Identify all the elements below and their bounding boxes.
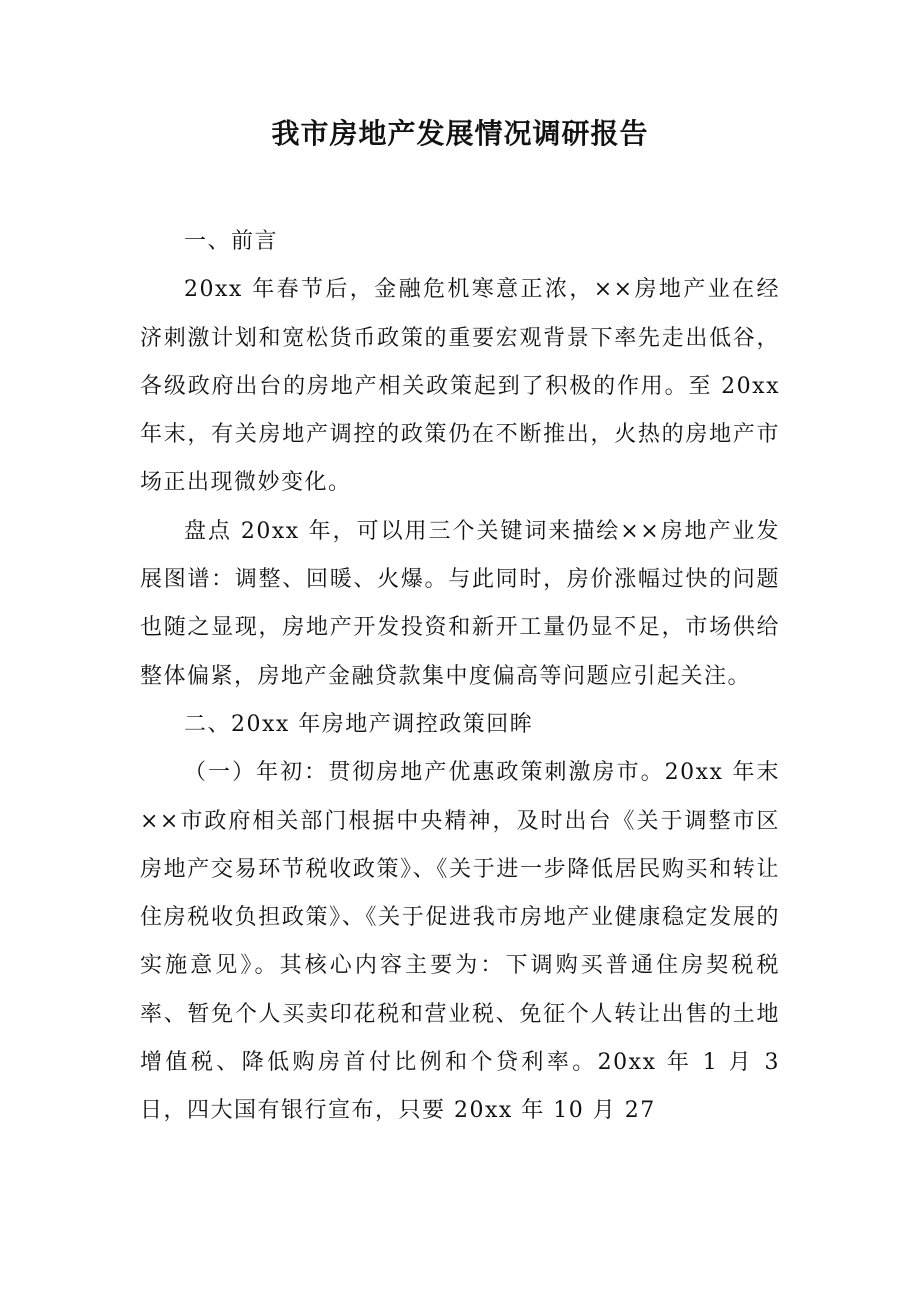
paragraph: （一）年初：贯彻房地产优惠政策刺激房市。20xx 年末××市政府相关部门根据中央精神，及时出台《关于调整市区房地产交易环节税收政策》、《关于进一步降低居民购买和转让住房税收负担政策》、《关于促进我市房地产业健康稳定发展的实施意见》。其核心内容主要为：下调购买普通住房契税税率、暂免个人买卖印花税和营业税、免征个人转让出售的土地增值税、降低购房首付比例和个贷利率。20xx 年 1 月 3 日，四大国有银行宣布，只要 20xx 年 10 月 27 xyxy=(140,760,780,1124)
section-heading-preface: 一、前言 xyxy=(184,229,279,254)
document-title: 我市房地产发展情况调研报告 xyxy=(271,117,649,150)
paragraph: 20xx 年春节后，金融危机寒意正浓，××房地产业在经济刺激计划和宽松货币政策的重要宏观背景下率先走出低谷，各级政府出台的房地产相关政策起到了积极的作用。至 20xx 年末，有关房地产调控的政策仍在不断推出，火热的房地产市场正出现微妙变化。 xyxy=(140,277,780,496)
paragraph: 盘点 20xx 年，可以用三个关键词来描绘××房地产业发展图谱：调整、回暖、火爆。与此同时，房价涨幅过快的问题也随之显现，房地产开发投资和新开工量仍显不足，市场供给整体偏紧，房地产金融贷款集中度偏高等问题应引起关注。 xyxy=(140,518,780,689)
document-body xyxy=(140,218,780,1136)
section-heading-policy-review: 二、20xx 年房地产调控政策回眸 xyxy=(184,711,534,737)
